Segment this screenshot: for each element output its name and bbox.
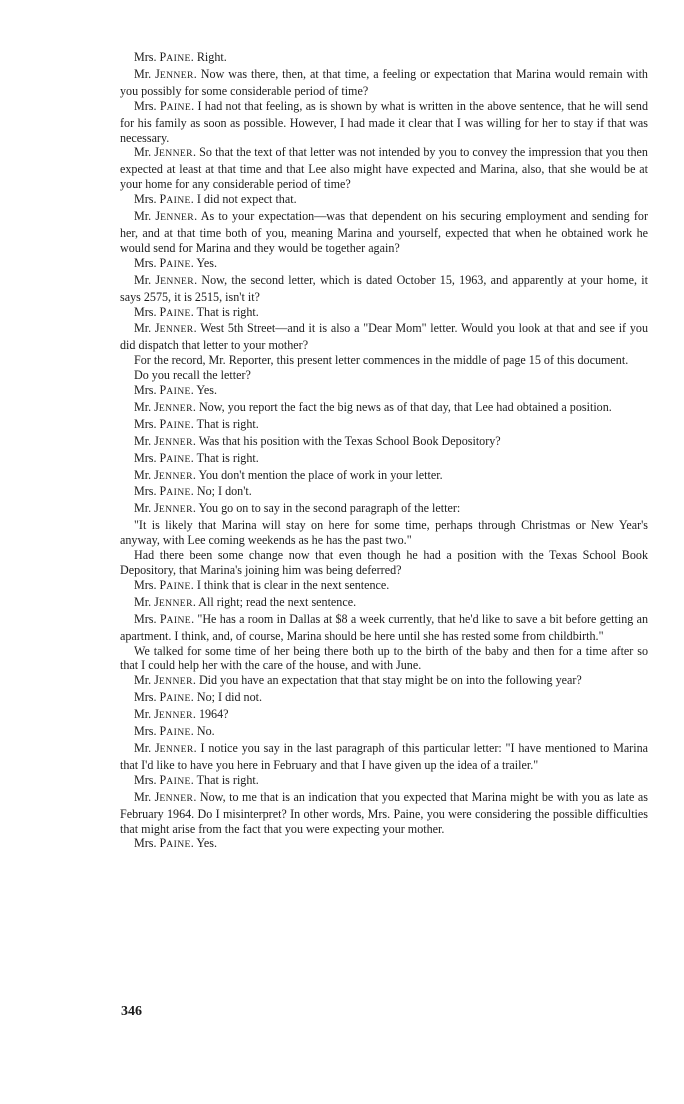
speech-text: Was that his position with the Texas School Book Depository?	[198, 433, 501, 448]
speech-text: Now, you report the fact the big news as of that day, that Lee had obtained a position.	[198, 399, 612, 414]
transcript-paragraph	[120, 790, 648, 837]
speaker-label: Mrs. PAINE.	[134, 772, 194, 787]
transcript-paragraph	[120, 417, 648, 434]
transcript-paragraph	[120, 644, 648, 674]
speaker-label: Mrs. PAINE.	[134, 98, 195, 113]
transcript-paragraph	[120, 67, 648, 99]
transcript-paragraph	[120, 673, 648, 690]
speech-text: "It is likely that Marina will stay on here for some time, perhaps through Christmas or New Year's anyway, with Lee coming weekends as he has the past two."	[120, 518, 648, 548]
transcript-paragraph	[120, 612, 648, 644]
transcript-paragraph	[120, 741, 648, 773]
speaker-label: Mrs. PAINE.	[134, 611, 195, 626]
speech-text: You don't mention the place of work in your letter.	[198, 467, 443, 482]
speaker-label: Mr. JENNER.	[134, 66, 197, 81]
transcript-paragraph	[120, 273, 648, 305]
transcript-paragraph	[120, 400, 648, 417]
speaker-label: Mr. JENNER.	[134, 433, 196, 448]
speech-text: I think that is clear in the next sentence.	[196, 577, 390, 592]
speech-text: Now, to me that is an indication that you expected that Marina might be with you as late as February 1964. Do I misinterpret? In other words, Mrs. Paine, you were considering the possible difficulties that might arise from the fact that you were expecting your mother.	[120, 789, 648, 836]
transcript-paragraph	[120, 578, 648, 595]
transcript-paragraph	[120, 501, 648, 518]
speaker-label: Mr. JENNER.	[134, 321, 197, 336]
speaker-label: Mrs. PAINE.	[134, 484, 194, 499]
speaker-label: Mr. JENNER.	[134, 399, 196, 414]
speaker-label: Mr. JENNER.	[134, 594, 196, 609]
transcript-paragraph	[120, 434, 648, 451]
speech-text: West 5th Street—and it is also a "Dear Mom" letter. Would you look at that and see if you did dispatch that letter to your mother?	[120, 321, 648, 353]
transcript-paragraph	[120, 209, 648, 256]
speech-text: That is right.	[196, 772, 259, 787]
transcript-paragraph	[120, 321, 648, 353]
speaker-label: Mr. JENNER.	[134, 707, 196, 722]
speech-text: Right.	[196, 50, 227, 64]
speech-text: As to your expectation—was that dependent on his securing employment and sending for her, and at that time both of you, meaning Marina and yourself, expected that when he obtained work he would send for Marina and they would be together again?	[120, 209, 648, 255]
speech-text: That is right.	[196, 416, 259, 431]
speech-text: Yes.	[196, 836, 218, 851]
speech-text: Yes.	[196, 383, 218, 398]
transcript-paragraph	[120, 383, 648, 400]
transcript-paragraph	[120, 50, 648, 67]
speech-text: Do you recall the letter?	[134, 368, 251, 383]
speaker-label: Mr. JENNER.	[134, 673, 196, 688]
speaker-label: Mr. JENNER.	[134, 145, 197, 160]
speech-text: That is right.	[196, 450, 259, 465]
speaker-label: Mr. JENNER.	[134, 467, 196, 482]
speech-text: For the record, Mr. Reporter, this present letter commences in the middle of page 15 of this document.	[134, 353, 629, 368]
speech-text: I had not that feeling, as is shown by what is written in the above sentence, that he will send for his family as soon as possible. However, I had made it clear that I was willing for her to stay if that was necessary.	[120, 98, 648, 145]
speaker-label: Mrs. PAINE.	[134, 255, 194, 270]
transcript-paragraph	[120, 305, 648, 322]
transcript-paragraph	[120, 99, 648, 146]
speaker-label: Mr. JENNER.	[134, 209, 198, 224]
speech-text: I did not expect that.	[196, 192, 297, 207]
speech-text: Yes.	[196, 255, 218, 270]
speaker-label: Mr. JENNER.	[134, 789, 197, 804]
speech-text: No.	[196, 724, 215, 739]
speaker-label: Mrs. PAINE.	[134, 577, 194, 592]
transcript-paragraph	[120, 836, 648, 853]
transcript-paragraph	[120, 353, 648, 368]
speech-text: I notice you say in the last paragraph of this particular letter: "I have mentioned to Marina that I'd like to have you here in February and that I have given up the idea of a trailer."	[120, 740, 648, 772]
transcript-paragraph	[120, 724, 648, 741]
transcript-paragraph	[120, 595, 648, 612]
transcript-paragraph	[120, 518, 648, 548]
speaker-label: Mrs. PAINE.	[134, 383, 194, 398]
speech-text: No; I don't.	[196, 484, 252, 499]
speech-text: 1964?	[198, 707, 229, 722]
speaker-label: Mr. JENNER.	[134, 272, 198, 287]
speech-text: So that the text of that letter was not intended by you to convey the impression that you then expected at least at that time and that Lee also might have expected and Marina, also, that she would be at your home for any considerable period of time?	[120, 145, 648, 192]
speech-text: All right; read the next sentence.	[198, 594, 357, 609]
speech-text: You go on to say in the second paragraph of the letter:	[198, 501, 461, 516]
speech-text: Now, the second letter, which is dated October 15, 1963, and apparently at your home, it says 2575, it is 2515, isn't it?	[120, 272, 648, 304]
transcript-paragraph	[120, 451, 648, 468]
transcript-paragraph	[120, 256, 648, 273]
transcript-paragraph	[120, 484, 648, 501]
transcript-paragraph	[120, 192, 648, 209]
speech-text: Did you have an expectation that that stay might be on into the following year?	[198, 673, 582, 688]
speaker-label: Mrs. PAINE.	[134, 690, 194, 705]
speaker-label: Mrs. PAINE.	[134, 304, 194, 319]
speaker-label: Mrs. PAINE.	[134, 50, 194, 64]
speaker-label: Mrs. PAINE.	[134, 416, 194, 431]
speaker-label: Mr. JENNER.	[134, 740, 197, 755]
transcript-paragraph	[120, 773, 648, 790]
transcript-paragraph	[120, 548, 648, 578]
page-number: 346	[121, 1004, 142, 1019]
speech-text: That is right.	[196, 304, 259, 319]
transcript-page	[120, 50, 648, 853]
speech-text: Now was there, then, at that time, a feeling or expectation that Marina would remain with you possibly for some considerable period of time?	[120, 66, 648, 98]
speech-text: No; I did not.	[196, 690, 263, 705]
speaker-label: Mrs. PAINE.	[134, 836, 194, 851]
speaker-label: Mrs. PAINE.	[134, 450, 194, 465]
transcript-paragraph	[120, 145, 648, 192]
transcript-paragraph	[120, 468, 648, 485]
speaker-label: Mr. JENNER.	[134, 501, 196, 516]
transcript-paragraph	[120, 368, 648, 383]
speaker-label: Mrs. PAINE.	[134, 192, 194, 207]
speech-text: "He has a room in Dallas at $8 a week currently, that he'd like to save a bit before getting an apartment. I think, and, of course, Marina should be here until she has rested some from childbirth."	[120, 611, 648, 643]
speech-text: Had there been some change now that even though he had a position with the Texas School Book Depository, that Marina's joining him was being deferred?	[120, 548, 648, 577]
speech-text: We talked for some time of her being there both up to the birth of the baby and then for a time after so that I could help her with the care of the house, and with June.	[120, 643, 648, 673]
transcript-paragraph	[120, 707, 648, 724]
transcript-paragraph	[120, 690, 648, 707]
speaker-label: Mrs. PAINE.	[134, 724, 194, 739]
